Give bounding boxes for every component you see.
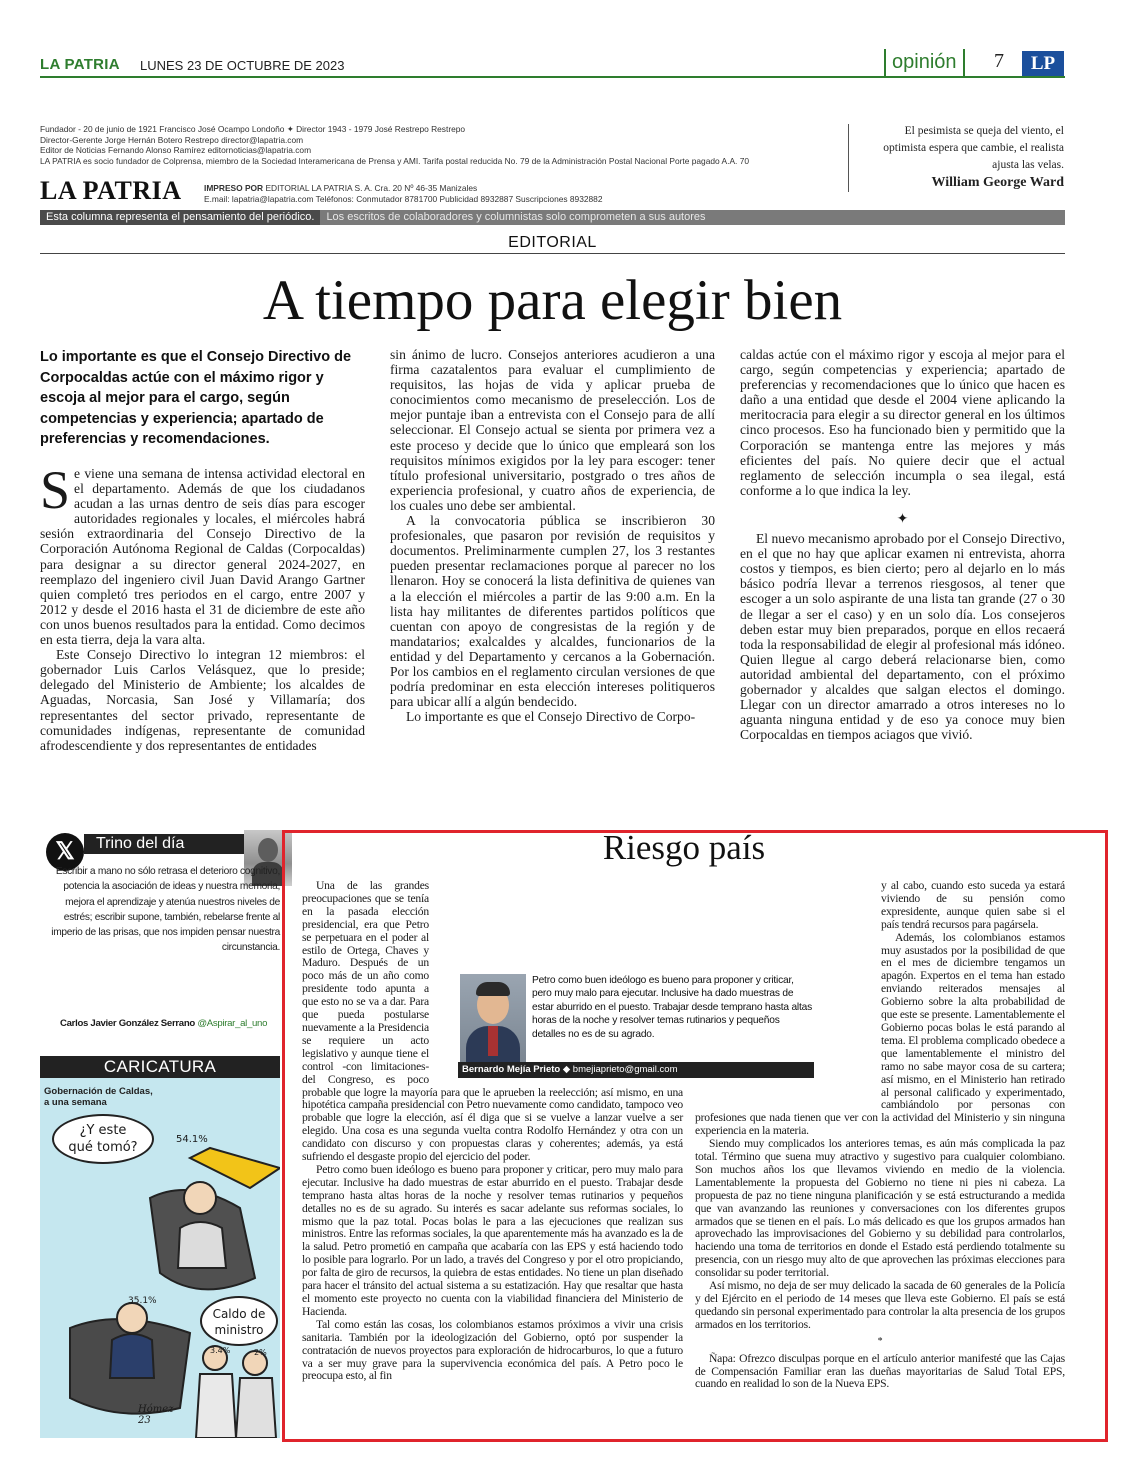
editorial-paragraph: Se viene una semana de intensa actividad electoral en el departamento. Además de que los ciudadanos acudan a las urnas dentro de seis días para escoger autoridades regionales y locales, el miércoles habrá sesión extraordinaria del Consejo Directivo de la Corporación Autónoma Regional de Caldas (Corpocaldas) para designar a su director general 2024-2027, en reemplazo del ingeniero civil Juan David Arango Gartner quien completó tres periodos en el cargo, entre 2007 y 2012 y desde el 2016 hasta el 31 de diciembre de este año con unos buenos resultados para la entidad. Como decimos en esta tierra, deja la vara alta. bbox=[40, 460, 365, 648]
masthead-bar bbox=[40, 210, 1065, 225]
column-napa: Ñapa: Ofrezco disculpas porque en el artículo anterior manifesté que las Cajas de Compensación Familiar eran las dueñas mayoritarias de Salud Total EPS, cuando en realidad lo son de la Nueva EPS. bbox=[695, 1351, 1065, 1391]
editorial-paragraph: Lo importante es que el Consejo Directivo de Corpo- bbox=[406, 709, 696, 725]
credit-line: Director-Gerente Jorge Hernán Botero Restrepo director@lapatria.com bbox=[40, 134, 304, 145]
editorial-paragraph: sin ánimo de lucro. Consejos anteriores acudieron a una firma cazatalentos para evaluar el cumplimiento de requisitos, las hojas de vida y aplicar prueba de conocimientos como mecanismo de preselección. Los de mejor puntaje iban a entrevista con el Consejo para de allí seleccionar. El Consejo actual se sienta por primera vez a este proceso y decide que lo único que empleará son los requisitos mínimos exigidos por la ley para escoger: tener título profesional universitario, postgrado o tres años de experiencia profesional, y cuatro años de experiencia, de los cuales uno debe ser ambiental. bbox=[390, 347, 715, 513]
column-paragraph: Además, los colombianos estamos muy asustados por la posibilidad de que en el mes de diciembre tengamos un apagón. Expertos en el tema han estado enviando reiterados mensajes al Gobierno sobre la alta probabilidad de que este se presente. Lamentablemente el Gobierno pocas bolas le está parando al tema. El problema complicado obedece a que lamentablemente el ministro del ramo no sabe mayor cosa de su cartera; así mismo, en el Ministerio han retirado al personal calificado y experimentado, cambiándolo por personas con profesiones que nada tienen que ver con la actividad del Ministerio y sin ninguna experiencia en la materia. bbox=[695, 930, 1065, 1138]
trino-box bbox=[40, 828, 280, 1028]
editorial-paragraph: caldas actúe con el máximo rigor y escoja al mejor para el cargo, según competencias y experiencia; apartado de preferencias y recomendaciones que lo único que hacen es daño a una entidad que desde el 2004 viene aplicando la meritocracia para elegir a su director general en los últimos cinco procesos. Eso ha funcionado bien y permitido que la Corporación se mantenga entre las mejores y más eficientes del país. No quiere decir que el actual reglamento de selección incumpla o sea ilegal, está conforme a lo que indica la ley. bbox=[740, 347, 1065, 498]
editorial-paragraph: Este Consejo Directivo lo integran 12 miembros: el gobernador Luis Carlos Velásquez, que lo preside; delegado del Ministerio de Ambiente; los alcaldes de Aguadas, Norcasia, San José y Villamaría; dos representantes del sector privado, representante de comunidades indígenas, representante de comunidad afrodescendiente y dos representantes de entidades bbox=[40, 647, 365, 753]
editorial-paragraph: El nuevo mecanismo aprobado por el Consejo Directivo, en el que no hay que aplicar examen ni entrevista, ahorra costos y tiempos, es bien cierto; pero al dejarlo en lo más básico podría llevar a terrenos riesgosos, al tener que escoger a un solo aspirante de una lista tan grande (27 o 30 de llegar a ser el caso) y en un solo día. Los consejeros deben estar muy bien preparados, porque en ellos recaerá toda la responsabilidad de elegir al profesional más idóneo. Quien llegue al cargo deberá relacionarse bien, como autoridad ambiental del departamento, con el próximo gobernador y alcaldes que salgan electos el domingo. Llegar con un director amarrado a otros intereses no lo aguanta ninguna entidad y de eso ya conoce muy bien Corpocaldas en tiempos aciagos que vivió. bbox=[740, 531, 1065, 743]
masthead-credits bbox=[40, 124, 820, 166]
cartoon-speech-bubble-2: Caldo de ministro bbox=[200, 1296, 278, 1346]
credit-line: Editor de Noticias Fernando Alonso Ramírez editornoticias@lapatria.com bbox=[40, 145, 312, 156]
section-text: opinión bbox=[892, 51, 957, 73]
credit-line: Fundador - 20 de junio de 1921 Francisco José Ocampo Londoño ✦ Director 1943 - 1979 José Restrepo Restrepo bbox=[40, 124, 466, 134]
column-paragraph: y al cabo, cuando esto suceda ya estará viviendo de su pensión como expresidente, aunque quien sabe si el país tendrá recursos para pagársela. bbox=[881, 879, 1065, 931]
column-paragraph: Siendo muy complicados los anteriores temas, es aún más complicada la paz total. Término que suena muy atractivo y sugestivo para cualquier colombiano. Son muchos años los que llevamos viviendo en medio de la violencia. Lamentablemente la propuesta del Gobierno no tiene ni pies ni cabeza. La propuesta de paz no tiene ninguna planificación y se está estructurando a medida que van avanzando las reuniones y conversaciones con los diferentes grupos armados que se tienen en el país. Lo más delicado es que los grupos armados han aprovechado las improvisaciones del Gobierno y su debilidad para controlarlos, haciendo una toma de territorios en donde el Estado está perdiendo totalmente su presencia, con un riesgo muy alto de que aprovechen las próximas elecciones para consolidar su poder territorial. bbox=[695, 1137, 1065, 1280]
pullquote-text: Petro como buen ideólogo es bueno para proponer y criticar, pero muy malo para ejecutar. Inclusive ha dado muestras de estar aburrido en el puesto. Trabajar desde temprano hasta altas horas de la noche y resolver temas rutinarios y pequeños detalles no es de su agrado. bbox=[532, 975, 812, 1040]
masthead-logo: LA PATRIA bbox=[40, 176, 182, 205]
quote-divider bbox=[848, 124, 849, 192]
column-title: Riesgo país bbox=[602, 828, 766, 867]
cartoon-pct-label: 54.1% bbox=[176, 1134, 208, 1145]
bar-right: Los escritos de colaboradores y columnistas solo comprometen a sus autores bbox=[326, 211, 706, 223]
editorial-title: A tiempo para elegir bien bbox=[262, 269, 843, 332]
credit-line: LA PATRIA es socio fundador de Colprensa, miembro de la Sociedad Interamericana de Prensa y AMI. Tarifa postal reducida No. 79 de la Administración Postal Nacional Porte pagado A.A. 70 bbox=[40, 155, 750, 166]
cartoon-caption: Gobernación de Caldas, a una semana bbox=[44, 1086, 153, 1108]
lp-logo-text: LP bbox=[1030, 53, 1056, 74]
editorial-col-3 bbox=[740, 347, 1065, 742]
printed-by-label: IMPRESO POR bbox=[204, 183, 264, 193]
contact-line[interactable]: E.mail: lapatria@lapatria.com Teléfonos: Conmutador 8781700 Publicidad 8932887 Suscripciones 8932882 bbox=[204, 194, 603, 204]
mail-icon: ◆ bbox=[562, 1064, 573, 1075]
cartoon-speech-bubble: ¿Y este qué tomó? bbox=[52, 1114, 154, 1164]
quote-box bbox=[854, 123, 1064, 191]
cartoon-excavator-scene bbox=[40, 1078, 280, 1438]
editorial-lead: Lo importante es que el Consejo Directivo de Corpocaldas actúe con el máximo rigor y escoja al mejor para el cargo, según competencias y experiencia; apartado de preferencias y recomendaciones. bbox=[40, 349, 352, 447]
caricatura-title: CARICATURA bbox=[103, 1057, 217, 1076]
printed-by: EDITORIAL LA PATRIA S. A. Cra. 20 Nº 46-35 Manizales bbox=[265, 183, 478, 193]
header-date: LUNES 23 DE OCTUBRE DE 2023 bbox=[140, 58, 345, 73]
trino-author: Carlos Javier González Serrano bbox=[60, 1018, 195, 1029]
bar-left: Esta columna representa el pensamiento del periódico. bbox=[40, 210, 320, 225]
trino-title-bar bbox=[84, 834, 246, 854]
figure-head bbox=[184, 1182, 216, 1214]
author-photo bbox=[460, 974, 526, 1062]
caricatura-cartoon bbox=[40, 1078, 280, 1438]
cartoon-pct-label: 3.4% bbox=[210, 1346, 231, 1355]
figure-head-2 bbox=[117, 1303, 147, 1333]
trino-byline bbox=[60, 1018, 300, 1029]
editorial-col-2 bbox=[390, 347, 715, 724]
column-paragraph: Petro como buen ideólogo es bueno para proponer y criticar, pero muy malo para ejecutar. Inclusive ha dado muestras de estar aburrido en el puesto. Trabajar desde temprano hasta altas horas de la noche y resolver temas rutinarios y pequeños detalles no es de su agrado. Su interés es sacar adelante sus reformas sociales, lo mismo que la paz total. Pocas bolas le para a las ejecuciones que realizan sus ministros. Entre las reformas sociales, la que aparentemente más ha avanzado es la de la salud. Petro prometió en campaña que acabaría con las EPS y está haciendo todo lo posible para lograrlo. Por un lado, a través del Congreso y por el otro propiciando, por falta de giro de recursos, la quiebra de estas entidades. No tiene un plan diseñado para hacer el tránsito del actual sistema a su estatización. Hay que resaltar que hasta el momento este proyecto no cuenta con la viabilidad financiera del Ministerio de Hacienda. bbox=[302, 1162, 683, 1318]
author-byline-bar bbox=[458, 1062, 814, 1078]
pullquote-box bbox=[458, 972, 814, 1084]
cartoon-pct-label: 2% bbox=[254, 1348, 267, 1357]
cartoon-signature: Hómez 23 bbox=[138, 1404, 174, 1426]
editorial-paragraph: A la convocatoria pública se inscribieron 30 profesionales, que pasaron por revisión de requisitos y documentos. Preliminarmente cumplen 27, los 3 restantes pueden presentar reclamaciones porque al parecer no los llenaron. Hoy se conocerá la lista definitiva de quienes van a la elección el miércoles a partir de las 9:00 a.m. En la lista hay militantes de diferentes partidos políticos que cuentan con apoyo de congresistas de la región y de mandatarios; exalcaldes y alcaldes, funcionarios de la entidad y del Departamento y cercanos a la Gobernación. Por los cambios en el reglamento circulan versiones de que podría predominar en esta elección intereses politiqueros para ubicar allí a algún bendecido. bbox=[390, 513, 715, 710]
column-paragraph: Una de las grandes preocupaciones que se tenía en la pasada elección presidencial, era que Petro se perpetuara en el poder al estilo de Ortega, Chaves y Maduro. Después de un poco más de un año como presidente todo apunta a que esto no se va a dar. Para que pueda postularse nuevamente a la Presidencia se requiere un acto legislativo y aunque tiene el control -con limitaciones- del Congreso, es poco probable que logre la mayoría para que le aprueben la reelección; así mismo, en una hipotética campaña presidencial con Petro nuevamente como candidato, tampoco veo probable que logre la elección, así él diga que si se vuelve a lanzar vuelve a ser elegido. Una cosa es una segunda vuelta contra Rodolfo Hernández y otra con un candidato con discurso y con propuestas claras y coherentes; además, ya está sufriendo el desgaste propio del ejercicio del poder. bbox=[302, 879, 683, 1164]
column-paragraph: Así mismo, no deja de ser muy delicado la sacada de 60 generales de la Policía y del Ejército en el periodo de 14 meses que lleva este Gobierno. El país se está quedando sin personal experimentado para controlar la alta presencia de los grupos armados en los territorios. bbox=[695, 1279, 1065, 1331]
column-star-separator: * bbox=[877, 1335, 883, 1347]
trino-text: Escribir a mano no sólo retrasa el deterioro cognitivo, potencia la asociación de ideas y nuestra memoria, mejora el aprendizaje y atenúa nuestros niveles de estrés; escribir supone, también, rebelarse frente al imperio de las prisas, que nos impiden pensar nuestra circunstancia. bbox=[51, 866, 280, 954]
quote-line: El pesimista se queja del viento, el bbox=[904, 125, 1064, 137]
section-label[interactable] bbox=[884, 49, 965, 77]
diamond-separator: ✦ bbox=[896, 511, 909, 527]
column-paragraph: Tal como están las cosas, los colombianos estamos próximos a vivir una crisis sanitaria. También por la ideologización del Gobierno, optó por suspender la contratación de nuevos proyectos para exploración de hidrocarburos, lo que a futuro va a ser muy grave para la supervivencia económica del país. A Petro poco le preocupa esto, al fin bbox=[302, 1317, 683, 1383]
x-logo-icon: 𝕏 bbox=[46, 833, 84, 871]
dropcap: S bbox=[40, 460, 71, 520]
column-left bbox=[302, 880, 683, 1383]
caricatura-title-bar bbox=[40, 1056, 280, 1078]
page-number: 7 bbox=[994, 50, 1004, 72]
trino-title: Trino del día bbox=[96, 835, 185, 852]
author-name: Bernardo Mejía Prieto bbox=[462, 1064, 561, 1075]
quote-author: William George Ward bbox=[931, 175, 1064, 190]
quote-line: ajusta las velas. bbox=[992, 159, 1064, 171]
trino-handle[interactable]: @Aspirar_al_uno bbox=[197, 1018, 268, 1029]
header-brand[interactable]: LA PATRIA bbox=[40, 56, 120, 73]
lp-logo[interactable] bbox=[1022, 51, 1064, 76]
masthead-print-info bbox=[204, 183, 603, 205]
column-right bbox=[695, 880, 1065, 1391]
cartoon-pct-label: 35.1% bbox=[128, 1296, 157, 1306]
editorial-kicker: EDITORIAL bbox=[508, 234, 597, 251]
author-email[interactable]: bmejiaprieto@gmail.com bbox=[572, 1064, 678, 1075]
editorial-kicker-rule bbox=[40, 253, 1065, 254]
quote-line: optimista espera que cambie, el realista bbox=[883, 142, 1064, 154]
editorial-col-1 bbox=[40, 460, 365, 753]
